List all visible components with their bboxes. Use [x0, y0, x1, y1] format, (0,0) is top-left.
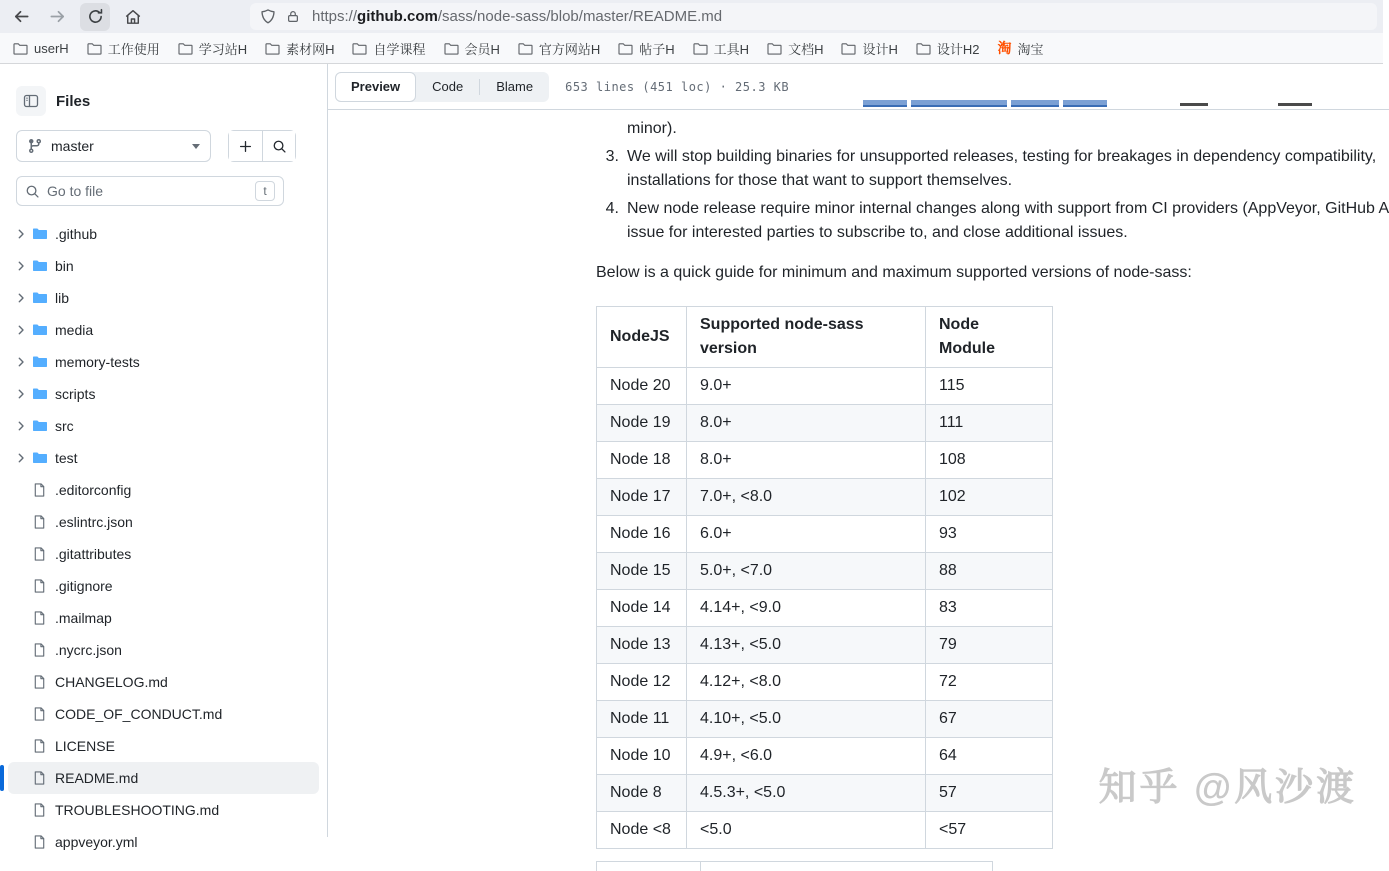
- table-cell: 108: [926, 442, 1053, 479]
- bookmark-item[interactable]: [609, 36, 683, 60]
- clipped-text-fragment: [1278, 103, 1312, 106]
- tree-item-label: memory-tests: [55, 354, 140, 370]
- table-row: [597, 812, 1053, 849]
- bookmark-item[interactable]: [435, 36, 509, 60]
- lock-icon: [286, 9, 300, 24]
- list-item-4: [596, 197, 1389, 245]
- file-icon: [32, 706, 47, 722]
- table-cell: 8.0+: [687, 405, 926, 442]
- search-icon: [25, 184, 40, 199]
- tree-item-bin[interactable]: [8, 250, 319, 282]
- bookmark-folder-icon: [87, 42, 102, 55]
- chevron-right-icon: [15, 452, 27, 464]
- list-item-2-tail: minor).: [627, 120, 677, 137]
- folder-icon: [32, 386, 48, 402]
- tree-item-label: .gitattributes: [55, 546, 132, 562]
- bookmark-folder-icon: [352, 42, 367, 55]
- table-cell: 6.0+: [687, 516, 926, 553]
- file-icon: [32, 802, 47, 818]
- table-cell: <57: [926, 812, 1053, 849]
- chevron-right-icon: [15, 260, 27, 272]
- table-cell: 115: [926, 368, 1053, 405]
- tree-item-label: .editorconfig: [55, 482, 132, 498]
- tab-preview[interactable]: Preview: [335, 72, 416, 102]
- tree-item-label: LICENSE: [55, 738, 115, 754]
- folder-icon: [32, 258, 48, 274]
- node-version-table: [596, 306, 1053, 849]
- file-tree: [0, 218, 327, 858]
- table-cell: 4.12+, <8.0: [687, 664, 926, 701]
- table-row: [597, 627, 1053, 664]
- table-cell: Node 12: [597, 664, 687, 701]
- list-item-text: We will stop building binaries for unsupported releases, testing for breakages in dependency compatibility,: [627, 148, 1377, 165]
- clipped-link-fragment: [1063, 100, 1107, 107]
- main-area: [0, 64, 1389, 850]
- table-cell: Node 20: [597, 368, 687, 405]
- table-cell: 7.0+, <8.0: [687, 479, 926, 516]
- table-header-cell: Node Module: [926, 307, 1053, 368]
- tab-blame[interactable]: Blame: [496, 78, 534, 94]
- table-cell: 8.0+: [687, 442, 926, 479]
- tree-item-label: appveyor.yml: [55, 834, 138, 850]
- tree-item-.gitattributes[interactable]: [8, 538, 319, 570]
- tree-item-label: src: [55, 418, 74, 434]
- file-view-header: [328, 64, 1389, 110]
- tree-item-label: lib: [55, 290, 70, 306]
- table-cell: 72: [926, 664, 1053, 701]
- tree-item-label: CHANGELOG.md: [55, 674, 168, 690]
- table-body: [597, 368, 1053, 849]
- tree-item-memory-tests[interactable]: [8, 346, 319, 378]
- table-row: [597, 553, 1053, 590]
- table-cell: 64: [926, 738, 1053, 775]
- table-row: [597, 479, 1053, 516]
- file-icon: [32, 514, 47, 530]
- tree-item-.github[interactable]: [8, 218, 319, 250]
- bookmark-label: 设计H: [862, 41, 898, 57]
- tree-item-changelog.md[interactable]: [8, 666, 319, 698]
- tab-code[interactable]: Code: [432, 78, 464, 94]
- bookmark-folder-icon: [13, 42, 28, 55]
- view-mode-tabs: [335, 72, 549, 102]
- table-cell: Node 15: [597, 553, 687, 590]
- bookmark-label: 学习站H: [198, 41, 248, 57]
- files-title: Files: [56, 92, 91, 110]
- tree-item-label: scripts: [55, 386, 96, 402]
- tree-item-.eslintrc.json[interactable]: [8, 506, 319, 538]
- bookmark-item[interactable]: [758, 36, 832, 60]
- table-row: [597, 701, 1053, 738]
- next-table-partial: [596, 861, 993, 871]
- chevron-right-icon: [15, 356, 27, 368]
- file-icon: [32, 546, 47, 562]
- folder-icon: [32, 226, 48, 242]
- search-tree-button[interactable]: [262, 131, 295, 161]
- table-cell: 4.5.3+, <5.0: [687, 775, 926, 812]
- bookmark-label: 工作使用: [107, 41, 160, 57]
- table-header-cell: Supported node-sass version: [687, 307, 926, 368]
- tree-item-troubleshooting.md[interactable]: [8, 794, 319, 826]
- table-cell: Node 17: [597, 479, 687, 516]
- table-cell: Node <8: [597, 812, 687, 849]
- url-text: https://github.com/sass/node-sass/blob/master/README.md: [312, 8, 723, 25]
- folder-icon: [32, 418, 48, 434]
- table-cell: Node 8: [597, 775, 687, 812]
- home-icon: [124, 8, 142, 26]
- tree-item-label: .mailmap: [55, 610, 112, 626]
- table-cell: 5.0+, <7.0: [687, 553, 926, 590]
- tree-item-license[interactable]: [8, 730, 319, 762]
- tree-item-scripts[interactable]: [8, 378, 319, 410]
- table-row: [597, 405, 1053, 442]
- clipped-text-fragment: [1180, 103, 1208, 106]
- file-icon: [32, 674, 47, 690]
- tree-item-label: README.md: [55, 770, 139, 786]
- bookmark-item[interactable]: [256, 36, 343, 60]
- table-cell: 102: [926, 479, 1053, 516]
- file-icon: [32, 610, 47, 626]
- bookmark-folder-icon: [693, 42, 708, 55]
- folder-icon: [32, 450, 48, 466]
- bookmark-label: userH: [34, 40, 69, 56]
- git-branch-icon: [27, 138, 43, 154]
- list-item-text: issue for interested parties to subscribe to, and close additional issues.: [627, 224, 1128, 241]
- file-content-panel: [328, 64, 1389, 837]
- bookmark-item[interactable]: [169, 36, 256, 60]
- table-cell: Node 14: [597, 590, 687, 627]
- table-cell: 67: [926, 701, 1053, 738]
- chevron-right-icon: [15, 420, 27, 432]
- plus-icon: [238, 139, 253, 154]
- table-cell: 83: [926, 590, 1053, 627]
- bookmark-label: 会员H: [464, 41, 500, 57]
- table-header: [597, 307, 1053, 368]
- bookmarks-bar: [0, 33, 1383, 64]
- bookmark-folder-icon: [444, 42, 459, 55]
- bookmark-label: 帖子H: [639, 41, 675, 57]
- bookmark-item[interactable]: [684, 36, 758, 60]
- table-cell: <5.0: [687, 812, 926, 849]
- table-cell: 111: [926, 405, 1053, 442]
- clipped-text-line: [328, 99, 1389, 108]
- tree-item-.editorconfig[interactable]: [8, 474, 319, 506]
- tree-item-label: .github: [55, 226, 98, 242]
- file-meta-info: 653 lines (451 loc) · 25.3 KB: [565, 79, 790, 94]
- table-row: [597, 368, 1053, 405]
- reload-icon: [87, 8, 104, 25]
- go-to-file-placeholder: Go to file: [47, 183, 104, 199]
- tree-item-label: TROUBLESHOOTING.md: [55, 802, 220, 818]
- table-cell: 93: [926, 516, 1053, 553]
- add-file-button[interactable]: [229, 131, 262, 161]
- tree-item-code-of-conduct.md[interactable]: [8, 698, 319, 730]
- collapse-sidebar-button[interactable]: [16, 86, 46, 116]
- list-number: 3.: [605, 148, 619, 165]
- bookmark-item[interactable]: [988, 36, 1052, 60]
- table-cell: Node 16: [597, 516, 687, 553]
- chevron-down-icon: [192, 144, 200, 149]
- chevron-right-icon: [15, 324, 27, 336]
- table-cell: 79: [926, 627, 1053, 664]
- bookmark-folder-icon: [518, 42, 533, 55]
- table-cell: 9.0+: [687, 368, 926, 405]
- back-button[interactable]: [7, 3, 35, 31]
- back-arrow-icon: [12, 7, 31, 26]
- bookmark-folder-icon: [767, 42, 782, 55]
- table-row: [597, 738, 1053, 775]
- intro-paragraph: Below is a quick guide for minimum and maximum supported versions of node-sass:: [596, 264, 1192, 281]
- table-cell: 88: [926, 553, 1053, 590]
- folder-icon: [32, 354, 48, 370]
- file-icon: [32, 578, 47, 594]
- forward-button[interactable]: [43, 3, 71, 31]
- bookmark-label: 设计H2: [936, 41, 980, 57]
- bookmark-folder-icon: [916, 42, 931, 55]
- tree-item-label: bin: [55, 258, 74, 274]
- bookmark-folder-icon: [178, 42, 193, 55]
- file-icon: [32, 770, 47, 786]
- tree-item-label: .eslintrc.json: [55, 514, 133, 530]
- tree-item-label: .nycrc.json: [55, 642, 122, 658]
- table-row: [597, 516, 1053, 553]
- tree-item-appveyor.yml[interactable]: [8, 826, 319, 858]
- tree-item-label: media: [55, 322, 94, 338]
- clipped-link-fragment: [911, 100, 1007, 107]
- bookmark-label: 淘宝: [1017, 41, 1044, 57]
- table-cell: Node 11: [597, 701, 687, 738]
- chevron-right-icon: [15, 292, 27, 304]
- tree-item-.mailmap[interactable]: [8, 602, 319, 634]
- file-icon: [32, 642, 47, 658]
- bookmark-label: 素材网H: [286, 41, 335, 57]
- file-icon: [32, 834, 47, 850]
- table-header-cell: NodeJS: [597, 307, 687, 368]
- bookmark-folder-icon: [265, 42, 280, 55]
- chevron-right-icon: [15, 388, 27, 400]
- watermark: 知乎 @风沙渡: [1098, 767, 1358, 809]
- table-cell: 4.13+, <5.0: [687, 627, 926, 664]
- table-cell: Node 10: [597, 738, 687, 775]
- tree-item-readme.md[interactable]: [8, 762, 319, 794]
- tree-item-test[interactable]: [8, 442, 319, 474]
- branch-name: master: [51, 138, 94, 154]
- go-to-file-input[interactable]: [16, 176, 284, 206]
- table-cell: 57: [926, 775, 1053, 812]
- search-icon: [272, 139, 287, 154]
- bookmark-label: 文档H: [788, 41, 824, 57]
- table-row: [597, 664, 1053, 701]
- reload-button[interactable]: [80, 3, 110, 31]
- file-icon: [32, 482, 47, 498]
- table-cell: Node 13: [597, 627, 687, 664]
- file-tree-sidebar: [0, 64, 328, 850]
- side-panel-icon: [23, 93, 39, 109]
- tree-actions: [228, 130, 296, 162]
- table-cell: 4.14+, <9.0: [687, 590, 926, 627]
- clipped-link-fragment: [863, 100, 907, 107]
- list-item-3: [596, 145, 1389, 193]
- bookmark-folder-icon: [618, 42, 633, 55]
- chevron-right-icon: [15, 228, 27, 240]
- table-row: [597, 775, 1053, 812]
- bookmark-label: 官方网站H: [538, 41, 601, 57]
- list-item-text: New node release require minor internal changes along with support from CI providers (AppVeyor, GitHub A: [627, 200, 1389, 217]
- tree-item-label: test: [55, 450, 78, 466]
- table-cell: Node 19: [597, 405, 687, 442]
- url-bar[interactable]: [250, 3, 1377, 30]
- table-cell: 4.10+, <5.0: [687, 701, 926, 738]
- bookmark-label: 工具H: [713, 41, 750, 57]
- file-icon: [32, 738, 47, 754]
- table-row: [597, 590, 1053, 627]
- forward-arrow-icon: [48, 7, 67, 26]
- list-item-text: installations for those that want to support themselves.: [627, 172, 1013, 189]
- tree-item-label: CODE_OF_CONDUCT.md: [55, 706, 223, 722]
- bookmark-item[interactable]: [78, 36, 169, 60]
- tracking-shield-icon: [260, 8, 276, 25]
- bookmark-item[interactable]: [4, 36, 78, 60]
- tree-item-src[interactable]: [8, 410, 319, 442]
- branch-selector[interactable]: [16, 130, 211, 162]
- table-row: [597, 442, 1053, 479]
- bookmark-item[interactable]: [832, 36, 906, 60]
- tree-item-lib[interactable]: [8, 282, 319, 314]
- taobao-icon: 淘: [997, 40, 1012, 56]
- tree-item-.nycrc.json[interactable]: [8, 634, 319, 666]
- bookmark-item[interactable]: [907, 36, 989, 60]
- files-header: [0, 86, 327, 116]
- next-table-cell: [597, 862, 701, 871]
- branch-row: [0, 130, 327, 162]
- bookmark-label: 自学课程: [373, 41, 426, 57]
- shortcut-key-badge: t: [255, 181, 275, 201]
- table-cell: Node 18: [597, 442, 687, 479]
- bookmark-item[interactable]: [509, 36, 609, 60]
- bookmark-item[interactable]: [343, 36, 434, 60]
- list-number: 4.: [605, 200, 619, 217]
- folder-icon: [32, 322, 48, 338]
- home-button[interactable]: [119, 3, 147, 31]
- tree-item-.gitignore[interactable]: [8, 570, 319, 602]
- browser-toolbar: [0, 0, 1383, 33]
- folder-icon: [32, 290, 48, 306]
- table-cell: 4.9+, <6.0: [687, 738, 926, 775]
- clipped-link-fragment: [1011, 100, 1059, 107]
- tree-item-media[interactable]: [8, 314, 319, 346]
- tree-item-label: .gitignore: [55, 578, 113, 594]
- bookmark-folder-icon: [841, 42, 856, 55]
